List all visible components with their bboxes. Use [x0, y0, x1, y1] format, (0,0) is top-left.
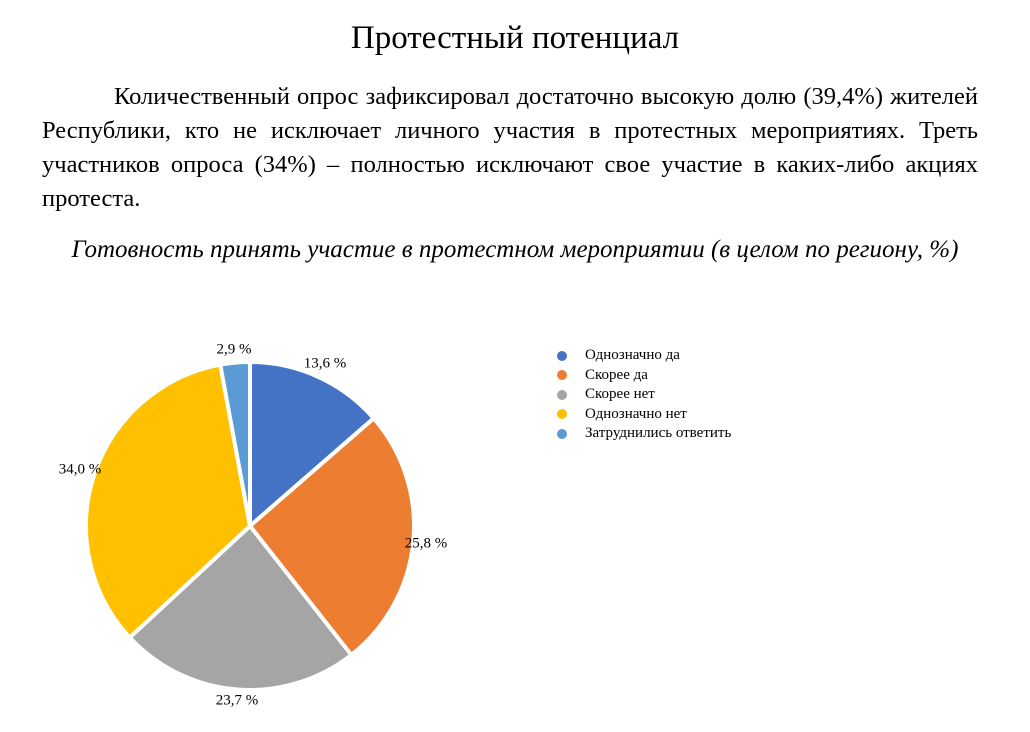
legend-item	[557, 424, 731, 444]
data-label: 23,7 %	[215, 692, 259, 709]
legend-item	[557, 346, 731, 366]
legend-label: Однозначно нет	[585, 405, 687, 422]
legend-label: Скорее да	[585, 366, 648, 383]
intro-paragraph: Количественный опрос зафиксировал достаточно высокую долю (39,4%) жителей Республики, кто не исключает личного участия в протестных мероприятиях. Треть участников опроса (34%) – полностью исключают свое участие в каких-либо акциях протеста.	[42, 83, 978, 212]
legend-marker-icon	[557, 370, 567, 380]
legend-label: Затруднились ответить	[585, 425, 732, 441]
legend-marker-icon	[557, 429, 567, 439]
legend-marker-icon	[557, 390, 567, 400]
legend-label: Скорее нет	[585, 386, 655, 402]
legend-label: Однозначно да	[585, 347, 680, 363]
data-label: 25,8 %	[404, 535, 448, 552]
data-label: 13,6 %	[303, 355, 347, 372]
page-title: Протестный потенциал	[350, 20, 680, 56]
data-label: 2,9 %	[216, 341, 252, 358]
legend-item	[557, 385, 731, 405]
legend-item	[557, 366, 731, 386]
pie-slices	[86, 362, 414, 690]
legend-marker-icon	[557, 409, 567, 419]
chart-legend	[557, 346, 731, 444]
chart-title: Готовность принять участие в протестном мероприятии (в целом по региону, %)	[71, 236, 959, 263]
legend-marker-icon	[557, 351, 567, 361]
data-label: 34,0 %	[58, 461, 102, 478]
legend-item	[557, 405, 731, 425]
